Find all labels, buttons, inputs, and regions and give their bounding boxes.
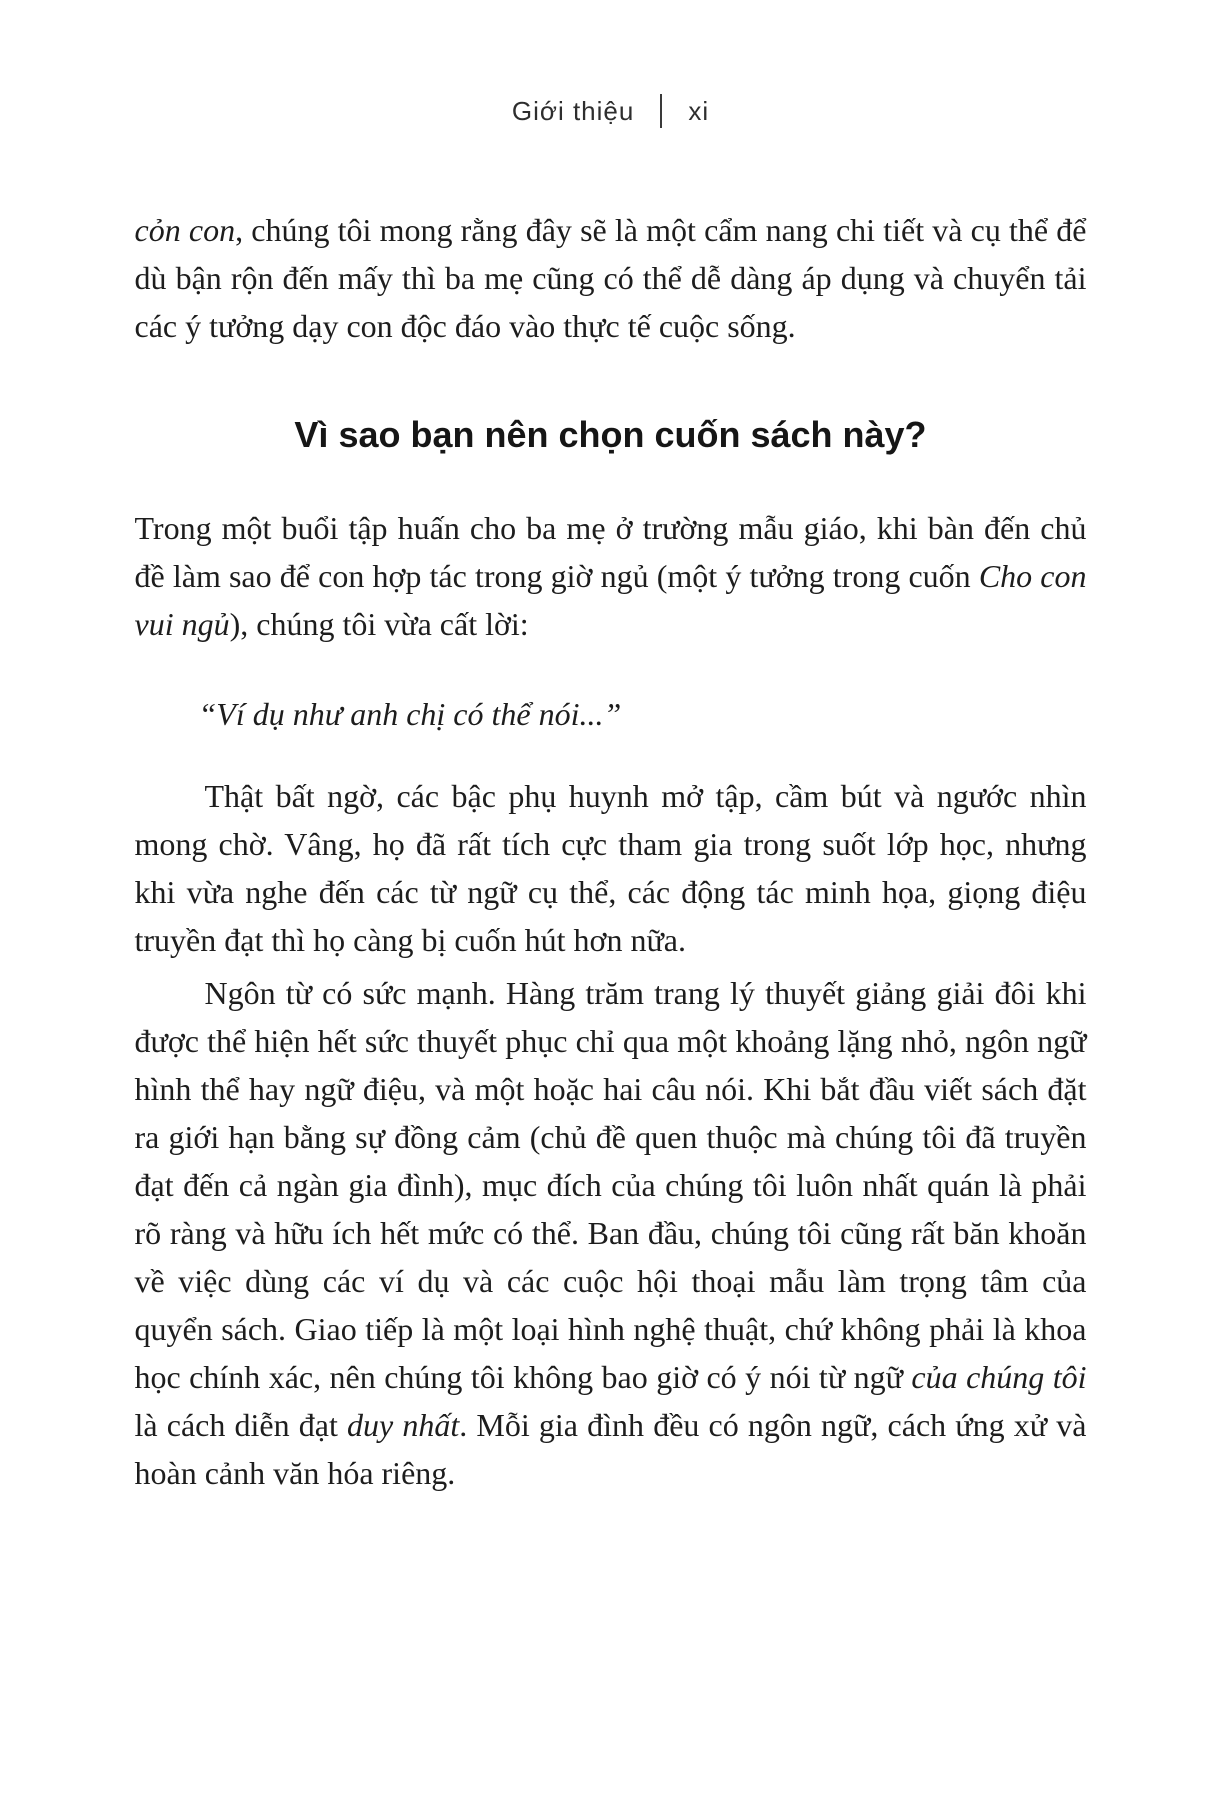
italic-phrase-ours: của chúng tôi (911, 1359, 1087, 1395)
header-section-title: Giới thiệu (511, 96, 635, 126)
italic-phrase-con-con: cỏn con (134, 212, 236, 248)
book-title-italic: Cho con vui ngủ (134, 558, 1087, 642)
paragraph-words (135, 969, 1087, 1497)
paragraph-continued-text: , chúng tôi mong rằng đây sẽ là một cẩm nang chi tiết và cụ thể để dù bận rộn đến mấy thì ba mẹ cũng có thể dễ dàng áp dụng và chuyển tải các ý tưởng dạy con độc đáo vào thực tế cuộc sống. (134, 212, 1087, 344)
page-header (0, 0, 1221, 128)
paragraph-training-text-before: Trong một buổi tập huấn cho ba mẹ ở trường mẫu giáo, khi bàn đến chủ đề làm sao để con hợp tác trong giờ ngủ (một ý tưởng trong cuốn (134, 510, 1087, 594)
header-separator (660, 94, 662, 128)
paragraph-surprise: Thật bất ngờ, các bậc phụ huynh mở tập, cầm bút và ngước nhìn mong chờ. Vâng, họ đã rất tích cực tham gia trong suốt lớp học, nhưng khi vừa nghe đến các từ ngữ cụ thể, các động tác minh họa, giọng điệu truyền đạt thì họ càng bị cuốn hút hơn nữa. (134, 778, 1087, 958)
paragraph-training (135, 504, 1087, 648)
quote-line: “Ví dụ như anh chị có thể nói...” (198, 696, 622, 732)
paragraph-continued (135, 206, 1087, 350)
paragraph-words-part2: là cách diễn đạt (134, 1407, 347, 1443)
text-column (135, 206, 1087, 1497)
italic-phrase-only: duy nhất (347, 1407, 460, 1443)
paragraph-words-part1: Ngôn từ có sức mạnh. Hàng trăm trang lý thuyết giảng giải đôi khi được thể hiện hết sức thuyết phục chỉ qua một khoảng lặng nhỏ, ngôn ngữ hình thể hay ngữ điệu, và một hoặc hai câu nói. Khi bắt đầu viết sách đặt ra giới hạn bằng sự đồng cảm (chủ đề quen thuộc mà chúng tôi đã truyền đạt đến cả ngàn gia đình), mục đích của chúng tôi luôn nhất quán là phải rõ ràng và hữu ích hết mức có thể. Ban đầu, chúng tôi cũng rất băn khoăn về việc dùng các ví dụ và các cuộc hội thoại mẫu làm trọng tâm của quyển sách. Giao tiếp là một loại hình nghệ thuật, chứ không phải là khoa học chính xác, nên chúng tôi không bao giờ có ý nói từ ngữ (134, 975, 1087, 1395)
header-page-number: xi (688, 96, 710, 126)
paragraph-words-part3: . Mỗi gia đình đều có ngôn ngữ, cách ứng xử và hoàn cảnh văn hóa riêng. (134, 1407, 1087, 1491)
section-heading: Vì sao bạn nên chọn cuốn sách này? (294, 414, 927, 455)
paragraph-training-text-after: ), chúng tôi vừa cất lời: (229, 606, 529, 642)
